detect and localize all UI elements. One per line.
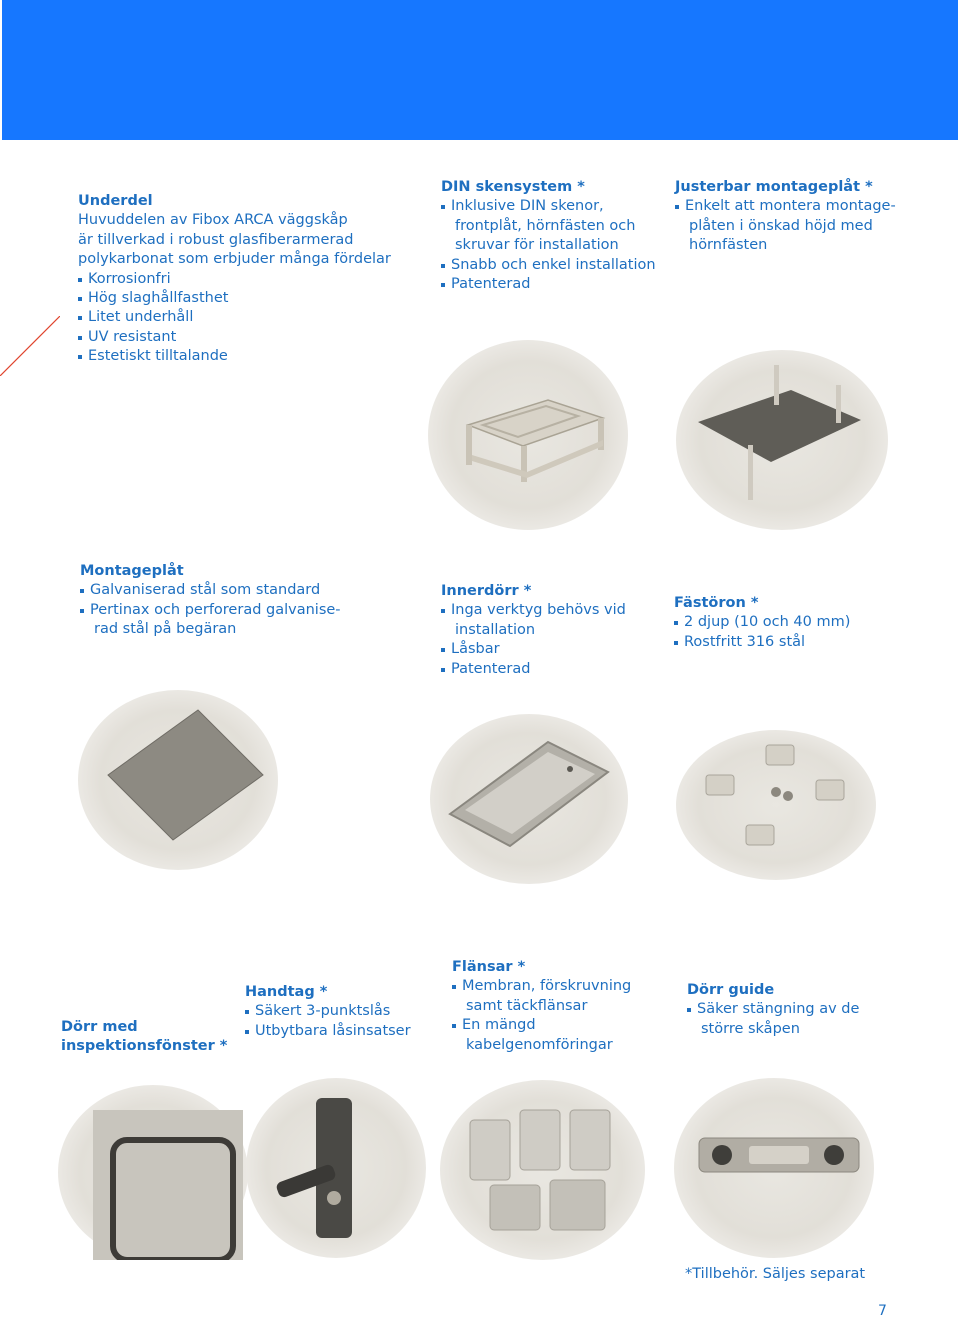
bullet-item: Säker stängning av de [687,1000,859,1019]
handtag-title: Handtag * [245,984,328,1000]
dorrmed-title-1: Dörr med [61,1019,138,1035]
bullet-item: Galvaniserad stål som standard [80,581,341,600]
flansar-bullets [452,977,631,1055]
flanges-image [440,1080,645,1260]
bullet-continuation: större skåpen [701,1020,800,1037]
handle-image [246,1078,426,1258]
underdel-bullets [78,270,391,367]
bullet-item: Patenterad [441,275,656,294]
bullet-continuation: kabelgenomföringar [466,1036,613,1053]
bullet-continuation: hörnfästen [689,237,768,254]
handtag-section [245,983,411,1041]
bullet-item: Korrosionfri [78,270,391,289]
bullet-item: En mängd [452,1016,631,1035]
door-guide-image [674,1078,874,1258]
flansar-title: Flänsar * [452,959,526,975]
bullet-item: Hög slaghållfasthet [78,289,391,308]
bullet-continuation: installation [455,621,536,638]
bullet-continuation: skruvar för installation [455,237,619,254]
underdel-body-1: Huvuddelen av Fibox ARCA väggskåp [78,212,348,229]
fastoron-title: Fästöron * [674,595,759,611]
din-rail-image [428,340,628,530]
bullet-item: Enkelt att montera montage- [675,197,896,216]
bullet-continuation: rad stål på begäran [94,621,237,638]
innerdorr-section [441,582,626,679]
bullet-item: Litet underhåll [78,308,391,327]
din-bullets [441,197,656,294]
inspection-window-door-image [58,1085,248,1260]
footnote: *Tillbehör. Säljes separat [685,1266,866,1282]
adjustable-plate-image [676,350,888,530]
justerbar-section [675,178,896,256]
mounting-plate-image [78,690,278,870]
underdel-body-3: polykarbonat som erbjuder många fördelar [78,251,391,268]
underdel-title: Underdel [78,193,153,209]
bullet-item: Rostfritt 316 stål [674,633,850,652]
innerdorr-bullets [441,601,626,679]
montageplat-title: Montageplåt [80,563,184,579]
bullet-item: 2 djup (10 och 40 mm) [674,613,850,632]
bullet-item: Pertinax och perforerad galvanise- [80,601,341,620]
bullet-item: Membran, förskruvning [452,977,631,996]
fastoron-section [674,594,850,652]
bullet-continuation: frontplåt, hörnfästen och [455,217,636,234]
din-title: DIN skensystem * [441,179,585,195]
bullet-item: Snabb och enkel installation [441,256,656,275]
dorrguide-title: Dörr guide [687,982,775,998]
justerbar-title: Justerbar montageplåt * [675,179,873,195]
page-number: 7 [878,1303,887,1319]
bullet-item: Inga verktyg behövs vid [441,601,626,620]
dorrguide-section [687,981,859,1039]
bullet-item: Säkert 3-punktslås [245,1002,411,1021]
fastoron-bullets [674,613,850,652]
bullet-item: Utbytbara låsinsatser [245,1022,411,1041]
mounting-brackets-image [676,730,876,880]
bullet-item: UV resistant [78,328,391,347]
handtag-bullets [245,1002,411,1041]
underdel-body-2: är tillverkad i robust glasfiberarmerad [78,231,354,248]
montageplat-section [80,562,341,640]
inner-door-image [430,714,628,884]
dorrguide-bullets [687,1000,859,1039]
dorrmed-title-2: inspektionsfönster * [61,1038,228,1055]
dorrmed-section [61,1018,227,1057]
decorative-diagonal-line [0,316,60,376]
top-banner [2,0,958,140]
bullet-item: Inklusive DIN skenor, [441,197,656,216]
justerbar-bullets [675,197,896,255]
bullet-item: Estetiskt tilltalande [78,347,391,366]
innerdorr-title: Innerdörr * [441,583,532,599]
bullet-continuation: samt täckflänsar [466,997,588,1014]
bullet-continuation: plåten i önskad höjd med [689,217,873,234]
bullet-item: Patenterad [441,660,626,679]
montageplat-bullets [80,581,341,639]
flansar-section [452,958,631,1055]
bullet-item: Låsbar [441,640,626,659]
underdel-section [78,192,391,367]
din-section [441,178,656,294]
